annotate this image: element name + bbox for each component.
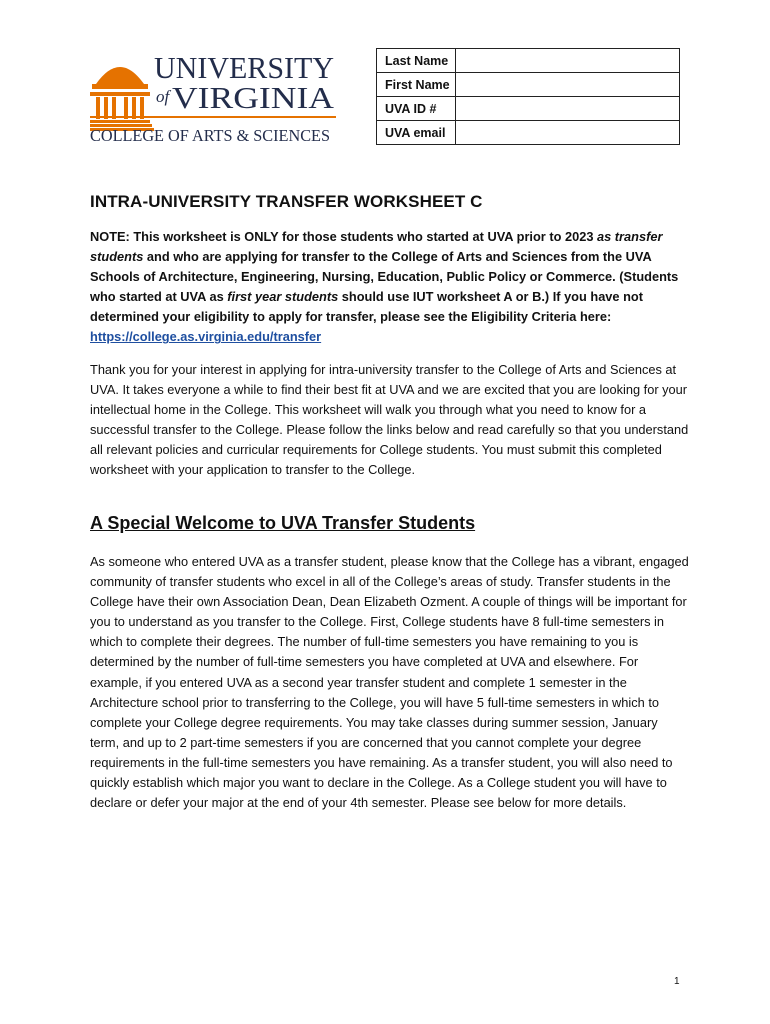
uva-email-label: UVA email (377, 121, 456, 145)
note-text-3: should use IUT worksheet A or B.) If you have not determined your eligibility to apply for transfer, please see the Eligibility Criteria here: (90, 289, 643, 325)
logo-college: COLLEGE OF ARTS & SCIENCES (90, 126, 330, 145)
first-name-field[interactable] (456, 73, 679, 96)
first-name-cell (456, 73, 680, 97)
last-name-cell (456, 49, 680, 73)
note-text-1: NOTE: This worksheet is ONLY for those students who started at UVA prior to 2023 (90, 229, 597, 244)
uva-college-logo (90, 44, 340, 154)
rotunda-icon (90, 67, 154, 131)
page-number: 1 (674, 976, 680, 987)
uva-id-label: UVA ID # (377, 97, 456, 121)
uva-id-field[interactable] (456, 97, 679, 120)
last-name-label: Last Name (377, 49, 456, 73)
welcome-paragraph: As someone who entered UVA as a transfer student, please know that the College has a vibrant, engaged community of transfer students who excel in all of the College’s areas of study. Transfer students in the College have their own Association Dean, Dean Elizabeth Ozment. A couple of things will be important for you to understand as you transfer to the College. First, College students have 8 full-time semesters in which to complete their degrees. The number of full-time semesters you have remaining to you is determined by the number of full-time semesters you have completed at UVA and elsewhere. For example, if you entered UVA as a second year transfer student and complete 1 semester in the Architecture school prior to transferring to the College, you will have 5 full-time semesters in which to complete your College degree requirements. You may take classes during summer session, January term, and up to 2 part-time semesters if you are concerned that you cannot complete your degree requirements in the full-time semesters you have remaining. As a transfer student, you will also need to quickly establish which major you want to declare in the College. As a College student you will have to declare or defer your major at the end of your 4th semester. Please see below for more details. (90, 554, 689, 811)
welcome-heading: A Special Welcome to UVA Transfer Students (90, 513, 476, 533)
uva-email-cell (456, 121, 680, 145)
eligibility-note (90, 227, 690, 348)
uva-email-row (377, 121, 680, 145)
eligibility-link[interactable]: https://college.as.virginia.edu/transfer (90, 329, 322, 345)
note-emphasis-2: first year students (227, 289, 339, 305)
logo-of: of (156, 87, 170, 106)
first-name-row (377, 73, 680, 97)
last-name-field[interactable] (456, 49, 679, 72)
note-text-2: and who are applying for transfer to the College of Arts and Sciences from the UVA Schools of Architecture, Engineering, Nursing, Education, Public Policy or Commerce. (Students who started at UVA as (90, 249, 679, 305)
intro-paragraph: Thank you for your interest in applying for intra-university transfer to the College of Arts and Sciences at UVA. It takes everyone a while to find their best fit at UVA and we are excited that you are looking for your intellectual home in the College. This worksheet will walk you through what you need to know for a successful transfer to the College. Please follow the links below and read carefully so that you understand all relevant policies and curricular requirements for College students. You must submit this completed worksheet with your application to transfer to the College. (90, 362, 689, 478)
first-name-label: First Name (377, 73, 456, 97)
logo-virginia: VIRGINIA (172, 80, 335, 115)
last-name-row (377, 49, 680, 73)
student-info-table (376, 48, 680, 145)
note-emphasis-1: as transfer students (90, 229, 663, 265)
uva-id-cell (456, 97, 680, 121)
logo-university: UNIVERSITY (154, 50, 334, 85)
uva-id-row (377, 97, 680, 121)
uva-email-field[interactable] (456, 121, 679, 144)
worksheet-title: INTRA-UNIVERSITY TRANSFER WORKSHEET C (90, 192, 483, 211)
